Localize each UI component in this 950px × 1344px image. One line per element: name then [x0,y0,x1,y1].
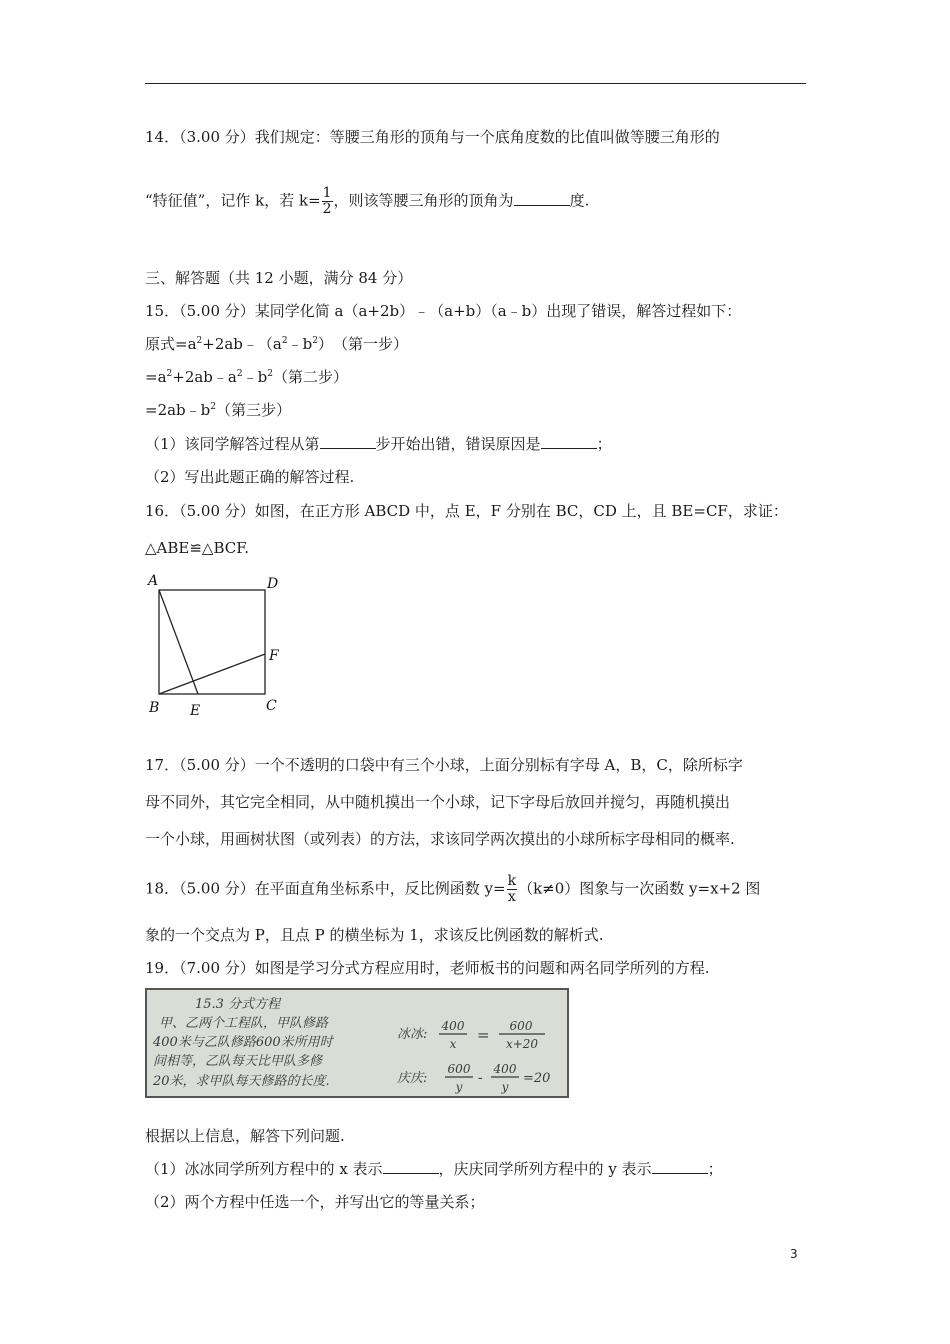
q15-step1: 原式$=a^2+2ab﹣(a^2﹣b^2)$ （第一步） [145,335,408,353]
square-figure [140,570,290,720]
header-rule [145,83,806,84]
board-line4: 20米，求甲队每天修路的长度. [153,1074,330,1089]
q19-part1: （1）冰冰同学所列方程中的 x 表示 ，庆庆同学所列方程中的 y 表示 ； [145,1160,723,1178]
page-number: 3 [790,1247,798,1261]
q15-step-blank [320,434,376,449]
label-c: C [266,698,277,714]
qing-num2: 400 [493,1062,517,1076]
q15-reason-blank [541,434,597,449]
board-line3: 间相等，乙队每天比甲队多修 [153,1054,323,1069]
q14-answer-blank [514,191,570,206]
q14-line2: “特征值”，记作 k，若 k= $\frac{1}{2}$ ，则该等腰三角形的顶角为 度. [145,185,590,217]
label-b: B [149,700,160,716]
qing-den2: y [501,1080,509,1094]
segment-ae [159,590,198,694]
square-abcd [159,590,265,694]
qing-minus: - [478,1070,483,1086]
q18-fraction: $\frac{k}{x}$ [507,873,517,905]
q14-line1: 14．（3.00 分）我们规定：等腰三角形的顶角与一个底角度数的比值叫做等腰三角形的 [145,128,720,146]
qing-rhs: =20 [523,1071,551,1086]
bing-num2: 600 [509,1019,533,1033]
bing-den1: x [449,1037,457,1051]
q17-line1: 17．（5.00 分）一个不透明的口袋中有三个小球，上面分别标有字母 A，B，C，除所标字 [145,756,743,774]
blackboard-image [145,988,569,1098]
qing-label: 庆庆: [397,1071,428,1086]
q15-part2: （2）写出此题正确的解答过程. [145,468,355,486]
label-a: A [148,573,159,589]
q17-line3: 一个小球，用画树状图（或列表）的方法，求该同学两次摸出的小球所标字母相同的概率. [145,830,735,848]
label-e: E [190,703,201,719]
q17-line2: 母不同外，其它完全相同，从中随机摸出一个小球，记下字母后放回并搅匀，再随机摸出 [145,793,731,811]
bing-equals: = [477,1026,490,1044]
q16-line2: △ABE≌△BCF. [145,539,250,557]
q18-line2: 象的一个交点为 P，且点 P 的横坐标为 1，求该反比例函数的解析式. [145,926,604,944]
q19-line1: 19．（7.00 分）如图是学习分式方程应用时，老师板书的问题和两名同学所列的方程. [145,959,710,977]
segment-bf [159,654,265,694]
bing-num1: 400 [441,1019,465,1033]
qing-den1: y [455,1080,463,1094]
bing-label: 冰冰: [397,1027,428,1042]
section-title: 三、解答题（共 12 小题，满分 84 分） [145,269,413,287]
q19-y-blank [652,1159,708,1174]
q18-line1: 18．（5.00 分）在平面直角坐标系中，反比例函数 y= $\frac{k}{x}$ （k≠0）图象与一次函数 y=x+2 图 [145,873,761,905]
board-line2: 400米与乙队修路600米所用时 [153,1035,333,1050]
q15-step3: $=2ab﹣b^2$（第三步） [145,401,292,419]
q15-part1: （1）该同学解答过程从第 步开始出错，错误原因是 ； [145,435,612,453]
q19-part2: （2）两个方程中任选一个，并写出它的等量关系； [145,1193,485,1211]
board-line1: 甲、乙两个工程队，甲队修路 [159,1016,329,1031]
q19-x-blank [383,1159,439,1174]
qing-num1: 600 [447,1062,471,1076]
board-title: 15.3 分式方程 [195,997,281,1012]
q19-after: 根据以上信息，解答下列问题. [145,1127,345,1145]
bing-den2: x+20 [505,1037,539,1051]
q15-step2: $=a^2+2ab﹣a^2﹣b^2$（第二步） [145,368,348,386]
label-d: D [267,576,279,592]
q16-line1: 16．（5.00 分）如图，在正方形 ABCD 中，点 E，F 分别在 BC，CD 上，且 BE=CF，求证： [145,502,788,520]
label-f: F [269,648,279,664]
q14-fraction: $\frac{1}{2}$ [322,185,332,217]
q15-stem: 15．（5.00 分）某同学化简 a（a+2b）﹣（a+b）（a﹣b）出现了错误，解答过程如下： [145,302,742,320]
